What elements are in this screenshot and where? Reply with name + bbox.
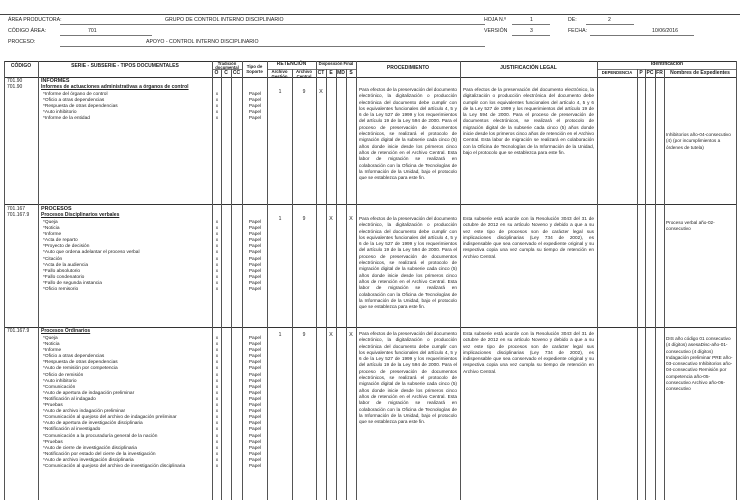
support-type: Papel xyxy=(248,92,262,97)
subseries-code: 701.167.9 xyxy=(7,212,30,218)
document-type-list xyxy=(43,336,185,470)
date-underline xyxy=(590,35,694,36)
support-type: Papel xyxy=(248,384,262,390)
process-underline xyxy=(60,46,485,47)
original-mark-list xyxy=(213,336,221,470)
original-mark: x xyxy=(215,220,219,225)
col-tradition: Tradición documental xyxy=(215,61,239,71)
version-underline xyxy=(512,35,550,36)
procedure-text: Para efectos de la preservación del documento electrónico, la digitalización o producción electrónica del documento debe cumplir con los equivalentes funcionales del artículo 4, 5 y 6 de la Ley 527 de 1999 y los requerimientos del artículo 19 de la Ley 594 de 2000. Para el proceso de preservación de documentos electrónicos, se realizará el protocolo de migración digital de la subserie cada cinco (5) años donde inicie desde los primeros cinco años de retención en el Archivo Central. Esta labor de migración se realizará en colaboración con la Oficina de Tecnologías de la Información de la Unidad, bajo el protocolo que se establezca para este fin. xyxy=(359,331,457,425)
col-identification: Identificación xyxy=(650,61,684,67)
original-mark: x xyxy=(215,348,219,354)
col-code: CÓDIGO xyxy=(10,63,32,69)
subseries-code: 701.167.9 xyxy=(7,328,30,334)
support-type: Papel xyxy=(248,226,262,232)
document-type-item: *Oficio a otras dependencias xyxy=(43,98,105,104)
support-type: Papel xyxy=(248,220,262,225)
document-type-item: *Fallo absolutorio xyxy=(43,268,81,274)
col-tradition-cc: CC xyxy=(232,70,241,76)
support-type: Papel xyxy=(248,439,262,445)
support-type: Papel xyxy=(248,433,262,439)
expedient-text: Proceso verbal año-02-consecutivo xyxy=(666,220,715,232)
original-mark: x xyxy=(215,342,219,348)
original-mark: x xyxy=(215,415,219,421)
final-s-mark: X xyxy=(349,332,353,338)
col-final-disp: Disposición Final xyxy=(318,61,354,66)
document-type-item: *Auto de cierre de investigación disciplinaria xyxy=(43,445,137,451)
support-type: Papel xyxy=(248,415,262,421)
document-type-item: *Informe del órgano de control xyxy=(43,92,108,97)
document-type-item: *Auto de apertura de investigación disciplinaria xyxy=(43,421,143,427)
document-type-item: *Comunicación a la procuraduría general de la nación xyxy=(43,433,158,439)
subseries-name: Procesos Ordinarios xyxy=(41,328,91,334)
original-mark: x xyxy=(215,238,219,244)
legal-text: Esta subserie está acorde con la Resolución 3043 del 31 de octubre de 2012 en su artículo Noveno y debido a que a su vez este tipo de procesos son de carácter legal sus implicaciones disciplinarias (Ley 734 de 2002), es indispensable que sea conservado el expediente original y su respectiva copia una vez cumpla su tiempo de retención en Archivo Central. xyxy=(463,331,594,374)
col-ct: CT xyxy=(317,70,325,76)
document-type-item: *Notificación al indagado xyxy=(43,396,96,402)
original-mark: x xyxy=(215,445,219,451)
series-name: INFORMES xyxy=(41,78,70,84)
subseries-name: Informes de actuaciones administrativas a órganos de control xyxy=(41,84,189,90)
retention-central: 9 xyxy=(302,89,306,95)
document-type-item: *Auto inhibitorio xyxy=(43,378,77,384)
support-list xyxy=(243,220,267,293)
series-code: 701.90 xyxy=(7,78,23,84)
support-type: Papel xyxy=(248,445,262,451)
col-tradition-o: O xyxy=(214,70,219,76)
col-dep: DEPENDENCIA xyxy=(601,70,633,75)
support-type: Papel xyxy=(248,98,262,104)
document-type-item: *Queja xyxy=(43,336,58,341)
final-s-mark: X xyxy=(349,216,353,222)
col-e: E xyxy=(329,70,333,76)
of-value: 2 xyxy=(608,17,611,23)
support-type: Papel xyxy=(248,427,262,433)
col-archive-central: Archivo Central xyxy=(296,69,312,79)
support-type: Papel xyxy=(248,274,262,280)
original-mark: x xyxy=(215,287,219,293)
expedient-text: Inhibitorios año-04-consecutivo (4) (por incumplimientos a órdenes de tutela) xyxy=(666,132,731,150)
original-mark: x xyxy=(215,256,219,262)
date-label: FECHA: xyxy=(568,28,588,34)
col-p: P xyxy=(639,70,643,76)
support-type: Papel xyxy=(248,244,262,250)
support-type: Papel xyxy=(248,396,262,402)
col-legal: JUSTIFICACIÓN LEGAL xyxy=(500,65,557,71)
document-type-list xyxy=(43,92,118,122)
original-mark: x xyxy=(215,421,219,427)
original-mark: x xyxy=(215,280,219,286)
original-mark: x xyxy=(215,232,219,238)
expedient-text: DIS año código 01 consecutivo (4 dígitos) asesaDisc-año-01-consecutivo (4 dígitos) Indagación preliminar PRE año-03-consecutivo Inhibitorios año-04-consecutivo Remisión por competencia año-05-consecutivo Archivo año-06-consecutivo xyxy=(666,336,733,392)
document-type-item: *Acta de reparto xyxy=(43,238,78,244)
col-tradition-c: C xyxy=(224,70,228,76)
code-underline xyxy=(60,35,152,36)
document-type-item: *Noticia xyxy=(43,342,60,348)
document-type-item: *Queja xyxy=(43,220,58,225)
series-code: 701.167 xyxy=(7,206,26,212)
retention-gestion: 1 xyxy=(278,216,282,222)
support-type: Papel xyxy=(248,250,262,256)
document-type-item: *Notificación por estado del cierre de la investigación xyxy=(43,451,156,457)
document-type-item: *Noticia xyxy=(43,226,60,232)
subseries-name: Procesos Disciplinarios verbales xyxy=(41,212,120,218)
original-mark: x xyxy=(215,336,219,341)
version-label: VERSIÓN xyxy=(484,28,508,34)
col-fr: FR xyxy=(656,70,663,76)
col-procedure: PROCEDIMIENTO xyxy=(386,65,430,71)
series-name: PROCESOS xyxy=(41,206,72,212)
document-type-item: *Fallo condenatorio xyxy=(43,274,85,280)
document-type-item: *Auto de archivo investigación disciplinaria xyxy=(43,457,134,463)
document-type-list xyxy=(43,220,140,293)
retention-gestion: 1 xyxy=(278,332,282,338)
col-series: SERIE - SUBSERIE - TIPOS DOCUMENTALES xyxy=(71,63,179,69)
support-type: Papel xyxy=(248,366,262,372)
document-type-item: *Respuesta de otras dependencias xyxy=(43,104,118,110)
process-value: APOYO - CONTROL INTERNO DISCIPLINARIO xyxy=(146,39,259,45)
document-type-item: *Oficio de remisión xyxy=(43,372,84,378)
legal-text: Esta subserie está acorde con la Resolución 3043 del 31 de octubre de 2012 en su artículo Noveno y debido a que a su vez este tipo de procesos son de carácter legal sus implicaciones disciplinarias (Ley 734 de 2002), es indispensable que sea conservado el expediente original y su respectiva copia una vez cumpla su tiempo de retención en Archivo Central. xyxy=(463,216,594,259)
support-type: Papel xyxy=(248,348,262,354)
original-mark: x xyxy=(215,274,219,280)
original-mark-list xyxy=(213,92,221,122)
original-mark: x xyxy=(215,463,219,469)
col-support: Tipo de Soporte xyxy=(246,64,263,74)
procedure-text: Para efectos de la preservación del documento electrónico, la digitalización o producción electrónica del documento debe cumplir con los equivalentes funcionales del artículo 4, 5 y 6 de la Ley 527 de 1999 y los requerimientos del artículo 19 de la Ley 594 de 2000. Para el proceso de preservación de documentos electrónicos, se realizará el protocolo de migración digital de la subserie cada cinco (5) años donde inicie desde los primeros cinco años de retención en el Archivo Central. Esta labor de migración se realizará en colaboración con la Oficina de Tecnologías de la Información de la Unidad, bajo el protocolo que se establezca para este fin. xyxy=(359,87,457,181)
document-type-item: *Proyecto de decisión xyxy=(43,244,90,250)
support-type: Papel xyxy=(248,390,262,396)
col-expedient-names: Nombres de Expedientes xyxy=(670,70,730,76)
version-value: 3 xyxy=(530,28,533,34)
document-type-item: *Oficio remisorio xyxy=(43,287,79,293)
document-type-item: *Auto que ordena adelantar el proceso verbal xyxy=(43,250,140,256)
document-type-item: *Citación xyxy=(43,256,63,262)
document-type-item: *Auto de remisión por competencia xyxy=(43,366,118,372)
original-mark: x xyxy=(215,98,219,104)
support-type: Papel xyxy=(248,463,262,469)
support-type: Papel xyxy=(248,409,262,415)
support-type: Papel xyxy=(248,378,262,384)
original-mark: x xyxy=(215,396,219,402)
original-mark: x xyxy=(215,360,219,366)
original-mark: x xyxy=(215,268,219,274)
original-mark: x xyxy=(215,457,219,463)
support-type: Papel xyxy=(248,232,262,238)
document-type-item: *Pruebas xyxy=(43,439,63,445)
process-label: PROCESO: xyxy=(8,39,36,45)
original-mark: x xyxy=(215,439,219,445)
legal-text: Para efectos de la preservación del documento electrónico, la digitalización o producción electrónica del documento debe cumplir con los equivalentes funcionales del artículo 4, 5 y 6 de la Ley 527 de 1999 y los requerimientos del artículo 19 de la Ley 594 de 2000. Para el proceso de preservación de documentos electrónicos, se realizará el protocolo de migración digital de la subserie cada cinco (5) años donde inicie desde los primeros cinco años de retención en el Archivo Central. Esta labor de migración se realizará en colaboración con la Oficina de Tecnologías de la Información de la Unidad, bajo el protocolo que se establezca para este fin. xyxy=(463,87,594,155)
code-label: CÓDIGO ÁREA: xyxy=(8,28,47,34)
document-type-item: *Auto inhibitorio xyxy=(43,110,77,116)
top-border xyxy=(0,0,740,15)
support-type: Papel xyxy=(248,372,262,378)
support-type: Papel xyxy=(248,104,262,110)
support-type: Papel xyxy=(248,403,262,409)
document-type-item: *Informe de la entidad xyxy=(43,116,90,122)
retention-central: 9 xyxy=(302,332,306,338)
support-type: Papel xyxy=(248,262,262,268)
support-type: Papel xyxy=(248,110,262,116)
original-mark: x xyxy=(215,116,219,122)
date-value: 10/06/2016 xyxy=(652,28,678,34)
code-value: 701 xyxy=(88,28,97,34)
area-value: GRUPO DE CONTROL INTERNO DISCIPLINARIO xyxy=(165,17,284,23)
original-mark: x xyxy=(215,250,219,256)
document-type-item: *Auto de apertura de indagación preliminar xyxy=(43,390,135,396)
support-type: Papel xyxy=(248,238,262,244)
col-s: S xyxy=(349,70,353,76)
document-type-item: *Comunicación al quejoso del archivo de indagación preliminar xyxy=(43,415,177,421)
final-ct-mark: X xyxy=(319,89,323,95)
document-type-item: *Oficio a otras dependencias xyxy=(43,354,105,360)
support-type: Papel xyxy=(248,457,262,463)
original-mark: x xyxy=(215,354,219,360)
col-retention: RETENCIÓN xyxy=(276,61,307,67)
original-mark: x xyxy=(215,104,219,110)
subseries-code: 701.90 xyxy=(7,84,23,90)
original-mark: x xyxy=(215,226,219,232)
document-type-item: *Respuesta de otras dependencias xyxy=(43,360,118,366)
original-mark: x xyxy=(215,384,219,390)
sheet-label: HOJA N.º xyxy=(484,17,507,23)
support-type: Papel xyxy=(248,342,262,348)
original-mark: x xyxy=(215,92,219,97)
original-mark: x xyxy=(215,110,219,116)
procedure-text: Para efectos de la preservación del documento electrónico, la digitalización o producción electrónica del documento debe cumplir con los equivalentes funcionales del artículo 4, 5 y 6 de la Ley 527 de 1999 y los requerimientos del artículo 19 de la Ley 594 de 2000. Para el proceso de preservación de documentos electrónicos, se realizará el protocolo de migración digital de la subserie cada cinco (5) años donde inicie desde los primeros cinco años de retención en el Archivo Central. Esta labor de migración se realizará en colaboración con la Oficina de Tecnologías de la Información de la Unidad, bajo el protocolo que se establezca para este fin. xyxy=(359,216,457,310)
retention-gestion: 1 xyxy=(278,89,282,95)
document-type-item: *Informe xyxy=(43,348,62,354)
original-mark: x xyxy=(215,378,219,384)
original-mark: x xyxy=(215,403,219,409)
support-type: Papel xyxy=(248,451,262,457)
original-mark: x xyxy=(215,262,219,268)
original-mark: x xyxy=(215,433,219,439)
of-label: DE: xyxy=(568,17,577,23)
original-mark-list xyxy=(213,220,221,293)
support-type: Papel xyxy=(248,360,262,366)
document-type-item: *Auto de archivo indagación preliminar xyxy=(43,409,126,415)
original-mark: x xyxy=(215,244,219,250)
of-underline xyxy=(586,24,634,25)
retention-central: 9 xyxy=(302,216,306,222)
support-type: Papel xyxy=(248,256,262,262)
final-e-mark: X xyxy=(329,332,333,338)
support-type: Papel xyxy=(248,421,262,427)
support-list xyxy=(243,92,267,122)
document-type-item: *Pruebas xyxy=(43,403,63,409)
sheet-value: 1 xyxy=(530,17,533,23)
original-mark: x xyxy=(215,390,219,396)
original-mark: x xyxy=(215,372,219,378)
final-e-mark: X xyxy=(329,216,333,222)
col-pc: PC xyxy=(646,70,654,76)
area-underline xyxy=(60,24,485,25)
col-md: MD xyxy=(337,70,345,76)
document-type-item: *Fallo de segunda instancia xyxy=(43,280,102,286)
support-type: Papel xyxy=(248,287,262,293)
support-type: Papel xyxy=(248,116,262,122)
support-type: Papel xyxy=(248,268,262,274)
area-label: ÁREA PRODUCTORA: xyxy=(8,17,62,23)
original-mark: x xyxy=(215,427,219,433)
support-type: Papel xyxy=(248,336,262,341)
support-type: Papel xyxy=(248,280,262,286)
support-type: Papel xyxy=(248,354,262,360)
document-type-item: *Notificación al investigado xyxy=(43,427,101,433)
support-list xyxy=(243,336,267,470)
document-type-item: *Acta de la audiencia xyxy=(43,262,89,268)
document-type-item: *Informe xyxy=(43,232,62,238)
document-type-item: *Comunicación al quejoso del archivo de investigación disciplinaria xyxy=(43,463,186,469)
original-mark: x xyxy=(215,409,219,415)
original-mark: x xyxy=(215,451,219,457)
col-archive-mgmt: Archivo Gestión xyxy=(271,69,288,79)
sheet-underline xyxy=(512,24,550,25)
original-mark: x xyxy=(215,366,219,372)
document-type-item: *Comunicación xyxy=(43,384,76,390)
